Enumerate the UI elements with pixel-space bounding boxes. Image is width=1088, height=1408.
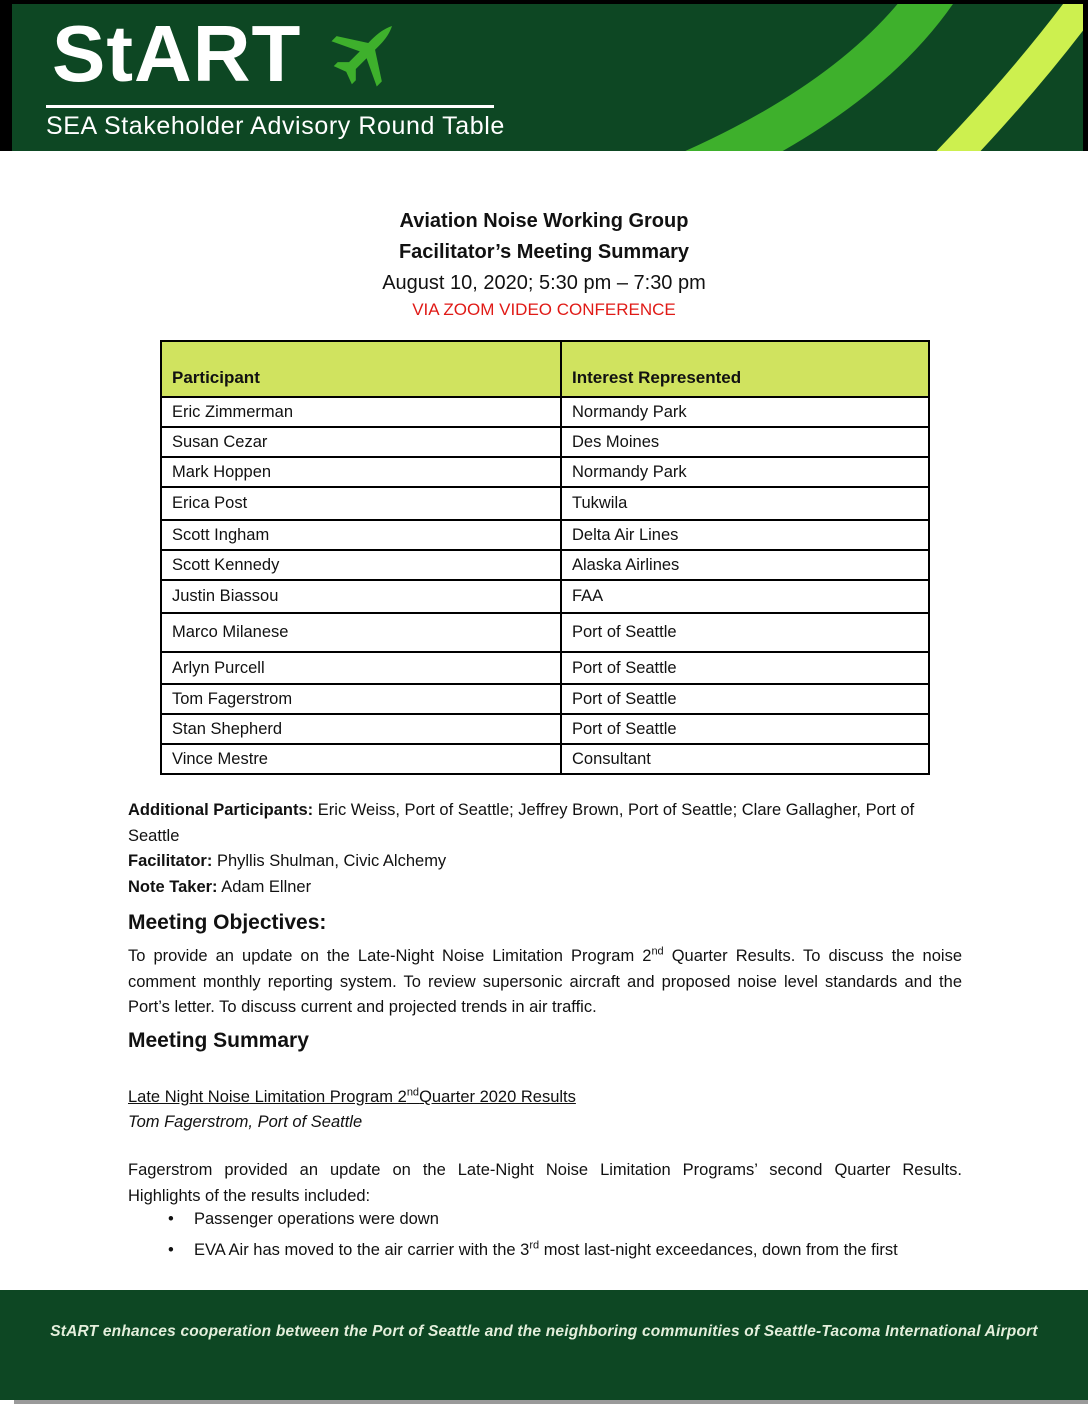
summary-paragraph-line2: Highlights of the results included: <box>128 1187 371 1205</box>
table-cell: Normandy Park <box>561 457 929 487</box>
logo-subtitle: SEA Stakeholder Advisory Round Table <box>46 112 505 140</box>
footer-bottom-strip <box>14 1400 1088 1404</box>
table-cell: Consultant <box>561 744 929 774</box>
page-footer <box>0 1290 1088 1400</box>
bullet-item: • Passenger operations were down <box>168 1206 974 1232</box>
table-cell: Tom Fagerstrom <box>161 684 561 714</box>
summary-paragraph <box>128 1157 962 1209</box>
summary-paragraph-line1: Fagerstrom provided an update on the Late-Night Noise Limitation Programs’ second Quarter Results. <box>128 1161 962 1179</box>
meeting-summary-heading: Meeting Summary <box>128 1029 309 1052</box>
table-row <box>161 397 929 427</box>
facilitator-label: Facilitator: <box>128 852 213 870</box>
table-row <box>161 520 929 550</box>
table-cell: Erica Post <box>161 487 561 520</box>
table-cell: Marco Milanese <box>161 613 561 652</box>
table-cell: Alaska Airlines <box>561 550 929 580</box>
meeting-objectives-heading: Meeting Objectives: <box>128 911 327 934</box>
document-title-block <box>0 206 1088 322</box>
doc-date-line: August 10, 2020; 5:30 pm – 7:30 pm <box>382 272 706 294</box>
table-cell: Stan Shepherd <box>161 714 561 744</box>
table-row <box>161 684 929 714</box>
table-cell: Normandy Park <box>561 397 929 427</box>
additional-participants-block <box>128 798 962 900</box>
subsection-text-post: Quarter 2020 Results <box>419 1088 576 1106</box>
table-row <box>161 487 929 520</box>
objectives-superscript: nd <box>651 945 664 958</box>
table-cell: Susan Cezar <box>161 427 561 457</box>
table-cell: Scott Kennedy <box>161 550 561 580</box>
table-cell: Mark Hoppen <box>161 457 561 487</box>
meeting-objectives-paragraph <box>128 944 962 1021</box>
logo-underline <box>46 105 494 108</box>
table-row <box>161 714 929 744</box>
column-header-interest: Interest Represented <box>561 341 929 397</box>
doc-title-line1: Aviation Noise Working Group <box>399 210 689 232</box>
subsection-heading <box>128 1088 576 1107</box>
table-cell: Justin Biassou <box>161 580 561 613</box>
note-taker-text: Adam Ellner <box>217 877 312 896</box>
table-row <box>161 550 929 580</box>
highlights-list <box>128 1206 974 1268</box>
subsection-superscript: nd <box>406 1086 420 1099</box>
table-row <box>161 427 929 457</box>
logo-title: StART <box>52 9 302 98</box>
additional-participants-text: Eric Weiss, Port of Seattle; Jeffrey Brown, Port of Seattle; Clare Gallagher, Port of Seattle <box>128 801 915 845</box>
doc-title-line2: Facilitator’s Meeting Summary <box>398 241 690 263</box>
bullet-item: • EVA Air has moved to the air carrier with the 3rd most last-night exceedances, down from the first <box>168 1237 974 1263</box>
table-cell: Delta Air Lines <box>561 520 929 550</box>
participants-table <box>160 340 930 775</box>
table-cell: Port of Seattle <box>561 684 929 714</box>
table-cell: Scott Ingham <box>161 520 561 550</box>
table-cell: FAA <box>561 580 929 613</box>
table-row <box>161 652 929 684</box>
table-cell: Eric Zimmerman <box>161 397 561 427</box>
table-cell: Port of Seattle <box>561 652 929 684</box>
table-cell: Tukwila <box>561 487 929 520</box>
table-row <box>161 580 929 613</box>
footer-tagline: StART enhances cooperation between the Port of Seattle and the neighboring communities of Seattle-Tacoma International Airport <box>50 1323 1038 1340</box>
table-row <box>161 457 929 487</box>
column-header-participant: Participant <box>161 341 561 397</box>
table-cell: Port of Seattle <box>561 613 929 652</box>
page-header <box>0 0 1088 151</box>
table-row <box>161 744 929 774</box>
header-banner <box>12 4 1083 151</box>
table-cell: Port of Seattle <box>561 714 929 744</box>
additional-participants-label: Additional Participants: <box>128 801 314 819</box>
doc-venue-line: VIA ZOOM VIDEO CONFERENCE <box>412 300 676 319</box>
table-cell: Vince Mestre <box>161 744 561 774</box>
facilitator-text: Phyllis Shulman, Civic Alchemy <box>212 852 447 870</box>
table-row <box>161 613 929 652</box>
table-header-row <box>161 341 929 397</box>
objectives-text-post: Quarter Results. To discuss the noise comment monthly reporting system. To review supersonic aircraft and proposed noise level standards and the Port’s letter. To discuss current and projected trends in air traffic. <box>128 947 962 1017</box>
participants-tbody <box>161 397 929 774</box>
table-cell: Des Moines <box>561 427 929 457</box>
table-cell: Arlyn Purcell <box>161 652 561 684</box>
subsection-text-pre: Late Night Noise Limitation Program 2 <box>128 1088 407 1106</box>
speaker-attribution: Tom Fagerstrom, Port of Seattle <box>128 1113 363 1131</box>
note-taker-label: Note Taker: <box>128 877 218 896</box>
objectives-text-pre: To provide an update on the Late-Night Noise Limitation Program 2 <box>128 947 652 965</box>
